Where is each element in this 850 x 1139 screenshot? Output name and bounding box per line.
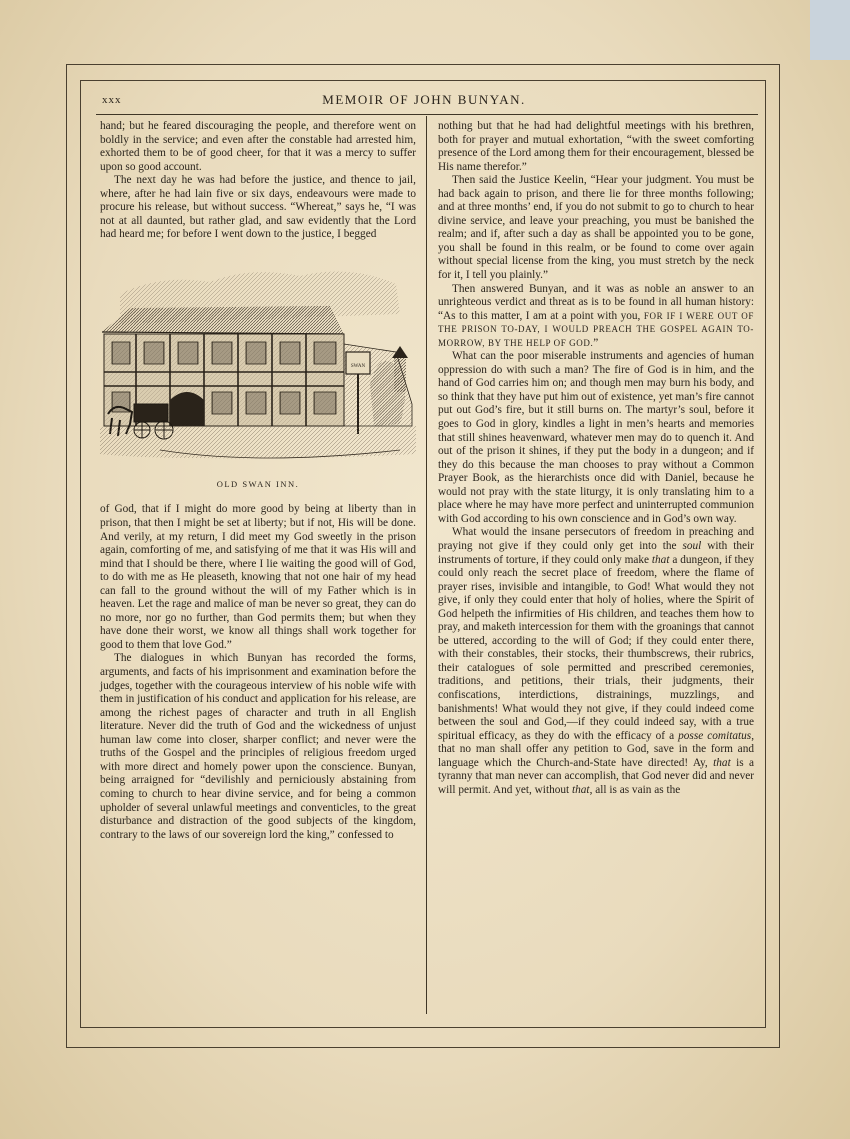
text-run: , that no man shall offer any petition to God, save in the form and language which the Church-and-State have directed! Ay, xyxy=(438,729,755,769)
paragraph: nothing but that he had had delightful meetings with his brethren, both for prayer and mutual exhortation, “with the sweet comforting presence of the Lord among them for their encouragement, blessed be His name therefor.” xyxy=(438,120,754,173)
paragraph: Then said the Justice Keelin, “Hear your judgment. You must be had back again to prison, and there lie for three months following; and at three months’ end, if you do not submit to go to church to hear divine service, and leave your preaching, you must be banished the realm; and if, after such a day as shall be appointed you to be gone, you shall be found in this realm, or be found to come over again without special license from the king, you must stretch by the neck for it, I tell you plainly.” xyxy=(438,174,754,282)
left-column xyxy=(100,120,416,842)
header-rule xyxy=(96,114,758,115)
paragraph: of God, that if I might do more good by being at liberty than in prison, that then I might be set at liberty; but if not, His will be done. And verily, at my return, I did meet my God sweetly in the prison again, comforting of me, and satisfying of me that it was His will and mind that I should be there, where I lie waiting the good will of God, to do with me as He pleaseth, knowing that not one hair of my head can fall to the ground without the will of my Father which is in heaven. Let the rage and malice of man be never so great, they can do no more, nor go no further, than God permits them; but when they have done their worst, we know all things shall work together for good to them that love God.” xyxy=(100,503,416,651)
italic-word: that xyxy=(713,756,731,769)
text-run: a dungeon, if they could only reach the secret place of freedom, where the flame of prayer rises, invisible and intangible, to God! What would they not give, if only they could enter that holy of holies, where the Spirit of God helpeth the infirmities of His children, and teaches them how to pray, and maketh intercession for them with the groanings that cannot be uttered, according to the will of God; if they could enter there, with their constables, their stocks, their thumbscrews, their rubrics, their catalogues of sole permitted and prescribed ceremonies, traditions, and petitions, their trials, their judgments, their confiscations, interdictions, distrainings, muzzlings, and banishments! What would they not give, if they could indeed come between the soul and God,—if they could indeed say, with a true spiritual efficacy, as they do with the efficacy of a xyxy=(438,553,754,742)
paragraph: What can the poor miserable instruments and agencies of human oppression do with such a man? The fire of God is in him, and the hand of God carries him on; and though men may burn his body, and so think that they have put him out of existence, yet man’s fire cannot put out God’s fire, but it still burns on. The martyr’s soul, before it goes to God in glory, kindles a light in men’s hearts and memories that still shines heavenward, whatever men may do to quench it. And out of the prison it shines, if they put the body in a dungeon; and if they do this because the man chooses to pray without a Common Prayer Book, as the hierarchists once did with Daniel, because he would not pray with the state liturgy, it is only translating him to a place where he may have more perfect and uninterrupted communion with God according to his own conscience and in God’s own way. xyxy=(438,350,754,525)
emphasized-answer: FOR IF I WERE OUT OF THE PRISON TO-DAY, I WOULD PREACH THE GOSPEL AGAIN TO-MORROW, BY THE HELP OF GOD. xyxy=(438,310,754,348)
text-run: is a tyranny that man never can accomplish, that God never did and never will permit. And yet, without xyxy=(438,756,755,796)
paragraph: hand; but he feared discouraging the people, and therefore went on boldly in the service; and even after the constable had arrested him, exhorted them to be of good cheer, for that it was a mercy to suffer upon so good account. xyxy=(100,120,416,173)
column-divider xyxy=(426,116,427,1014)
page-number: xxx xyxy=(102,94,122,106)
inn-illustration xyxy=(100,254,416,472)
paragraph xyxy=(438,526,754,797)
inn-engraving xyxy=(100,254,416,472)
italic-word: soul xyxy=(682,539,702,552)
italic-word: posse comitatus xyxy=(678,729,752,742)
torn-corner xyxy=(810,0,850,60)
running-head: MEMOIR OF JOHN BUNYAN. xyxy=(322,92,526,107)
text-run: What would the insane persecutors of freedom in preaching and praying not give if they could only get into the xyxy=(438,526,754,552)
page-header xyxy=(96,92,752,112)
italic-word: that xyxy=(651,553,670,566)
inn-sign: SWAN xyxy=(350,363,366,369)
text-run: Then answered Bunyan, and it was as noble an answer to an unrighteous verdict and threat as is to be found in all human history: “As to this matter, I am at a point with you, xyxy=(438,282,754,322)
text-run: with their instruments of torture, if they could only make xyxy=(438,539,754,566)
right-column xyxy=(438,120,754,797)
figure-caption: OLD SWAN INN. xyxy=(216,478,300,489)
paragraph xyxy=(438,283,754,351)
text-run: , all is as vain as the xyxy=(589,783,681,796)
italic-word: that xyxy=(572,783,590,796)
paragraph: The dialogues in which Bunyan has recorded the forms, arguments, and facts of his imprisonment and examination before the judges, together with the courageous interview of his noble wife with them in justification of his conduct and application for his release, are among the richest pages of character and truth in all English literature. Never did the truth of God and the wickedness of unjust human law come into closer, sharper conflict; and never were the truths of the Gospel and the principles of religious freedom urged with more direct and homely power upon the conscience. Bunyan, being arraigned for “devilishly and perniciously abstaining from coming to church to hear divine service, and for being a common upholder of several unlawful meetings and conventicles, to the great disturbance and distraction of the good subjects of the kingdom, contrary to the laws of our sovereign lord the king,” confessed to xyxy=(100,652,416,841)
text-run: ” xyxy=(593,336,599,349)
paragraph: The next day he was had before the justice, and thence to jail, where, after he had lain five or six days, endeavours were made to procure his release, but without success. “Whereat,” says he, “I was not at all daunted, but rather glad, and saw evidently that the Lord had heard me; for before I went down to the justice, I begged xyxy=(100,174,416,241)
